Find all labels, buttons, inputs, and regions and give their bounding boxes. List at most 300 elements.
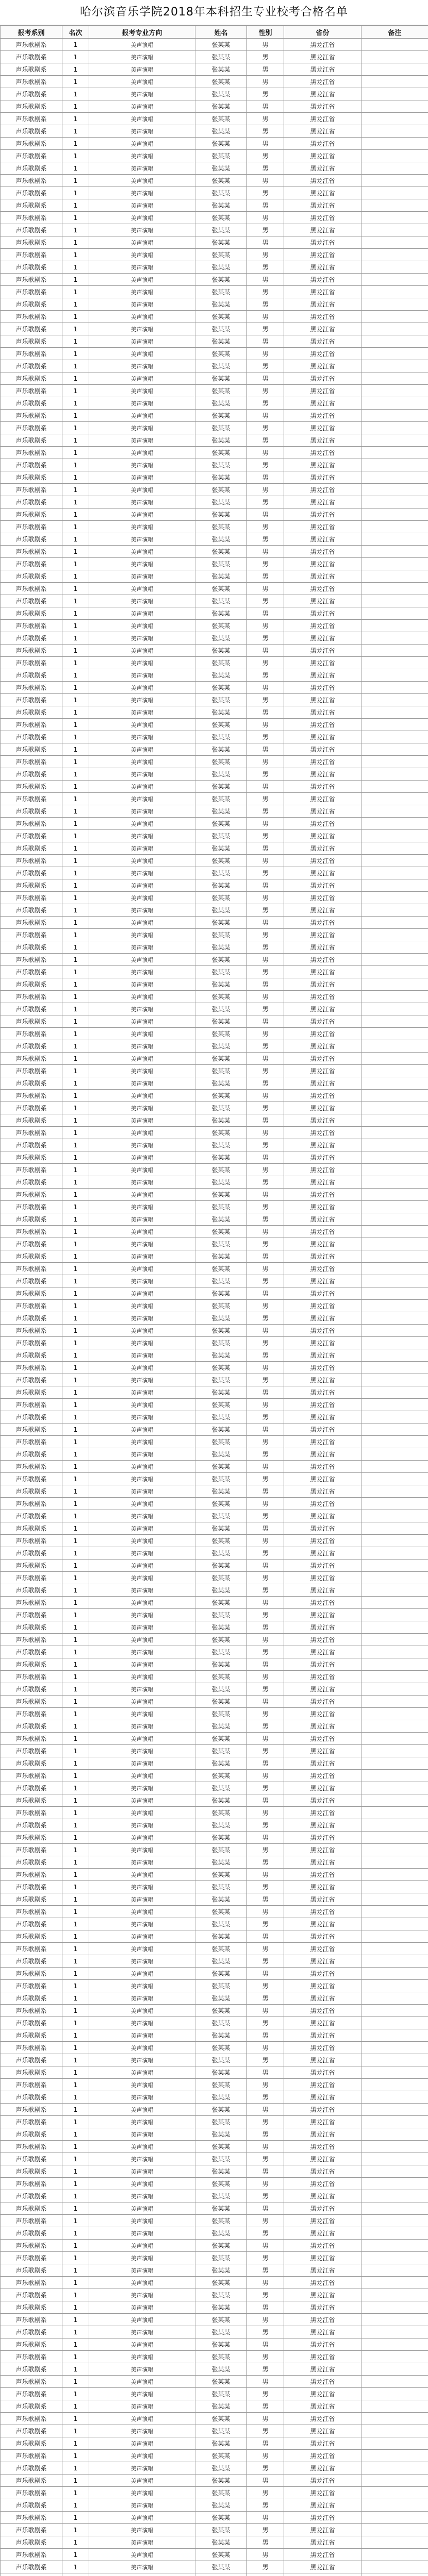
table-cell-remark (361, 842, 428, 855)
table-row (1, 1448, 428, 1461)
table-cell-dept: 声乐歌剧系 (1, 1955, 62, 1968)
table-cell-major: 美声演唱 (89, 2153, 195, 2165)
table-cell-dept: 声乐歌剧系 (1, 1597, 62, 1609)
table-row (1, 1287, 428, 1300)
table-cell-province: 黑龙江省 (284, 781, 361, 793)
table-cell-gender: 男 (247, 966, 284, 978)
table-cell-name: 张某某 (195, 2202, 247, 2215)
table-cell-dept: 声乐歌剧系 (1, 274, 62, 286)
table-row (1, 1893, 428, 1906)
table-cell-dept: 声乐歌剧系 (1, 2202, 62, 2215)
table-row (1, 1708, 428, 1720)
table-cell-remark (361, 855, 428, 867)
table-cell-remark (361, 1213, 428, 1226)
table-cell-remark (361, 2005, 428, 2017)
table-cell-gender: 男 (247, 1411, 284, 1423)
table-cell-major: 美声演唱 (89, 2487, 195, 2499)
table-row (1, 1535, 428, 1547)
table-cell-dept: 声乐歌剧系 (1, 1708, 62, 1720)
table-row (1, 1770, 428, 1782)
table-cell-remark (361, 2326, 428, 2338)
table-cell-dept: 声乐歌剧系 (1, 558, 62, 570)
table-cell-province: 黑龙江省 (284, 1287, 361, 1300)
table-cell-name: 张某某 (195, 1201, 247, 1213)
table-cell-gender: 男 (247, 1164, 284, 1176)
table-cell-gender: 男 (247, 1696, 284, 1708)
table-cell-gender: 男 (247, 2450, 284, 2462)
table-cell-rank: 1 (62, 509, 89, 521)
table-cell-dept: 声乐歌剧系 (1, 1733, 62, 1745)
table-cell-dept: 声乐歌剧系 (1, 1757, 62, 1770)
table-cell-gender: 男 (247, 2388, 284, 2400)
table-cell-remark (361, 2487, 428, 2499)
table-cell-gender: 男 (247, 2536, 284, 2549)
table-row (1, 100, 428, 113)
table-cell-name: 张某某 (195, 1745, 247, 1757)
table-cell-province: 黑龙江省 (284, 1461, 361, 1473)
table-cell-gender: 男 (247, 2252, 284, 2264)
table-cell-dept: 声乐歌剧系 (1, 2475, 62, 2487)
table-cell-major: 美声演唱 (89, 2437, 195, 2450)
table-row (1, 1275, 428, 1287)
table-cell-province: 黑龙江省 (284, 583, 361, 595)
table-cell-remark (361, 1399, 428, 1411)
table-cell-gender: 男 (247, 1856, 284, 1869)
table-cell-major: 美声演唱 (89, 1040, 195, 1053)
table-cell-rank: 1 (62, 1374, 89, 1386)
table-cell-gender: 男 (247, 2351, 284, 2363)
table-cell-major: 美声演唱 (89, 1473, 195, 1485)
table-cell-dept: 声乐歌剧系 (1, 1992, 62, 2005)
table-cell-name: 张某某 (195, 2437, 247, 2450)
table-cell-province: 黑龙江省 (284, 335, 361, 348)
table-cell-remark (361, 1325, 428, 1337)
table-cell-name: 张某某 (195, 2079, 247, 2091)
table-cell-remark (361, 1114, 428, 1127)
table-cell-dept: 声乐歌剧系 (1, 2054, 62, 2066)
table-cell-province: 黑龙江省 (284, 1918, 361, 1930)
table-row (1, 1980, 428, 1992)
table-cell-province: 黑龙江省 (284, 1176, 361, 1189)
table-cell-province: 黑龙江省 (284, 1473, 361, 1485)
table-cell-rank: 1 (62, 2351, 89, 2363)
table-cell-remark (361, 385, 428, 397)
table-cell-gender: 男 (247, 1102, 284, 1114)
table-cell-rank: 1 (62, 2079, 89, 2091)
table-cell-rank: 1 (62, 682, 89, 694)
table-cell-remark (361, 422, 428, 434)
table-row (1, 632, 428, 645)
table-cell-dept: 声乐歌剧系 (1, 929, 62, 941)
table-cell-rank: 1 (62, 274, 89, 286)
table-cell-province: 黑龙江省 (284, 657, 361, 669)
table-cell-province: 黑龙江省 (284, 1881, 361, 1893)
table-cell-remark (361, 2388, 428, 2400)
table-cell-gender: 男 (247, 521, 284, 533)
table-cell-remark (361, 645, 428, 657)
table-cell-major: 美声演唱 (89, 533, 195, 546)
table-cell-rank: 1 (62, 719, 89, 731)
table-cell-province: 黑龙江省 (284, 187, 361, 199)
table-cell-name: 张某某 (195, 1028, 247, 1040)
table-cell-name: 张某某 (195, 954, 247, 966)
table-row (1, 669, 428, 682)
table-cell-province: 黑龙江省 (284, 1077, 361, 1090)
table-cell-province: 黑龙江省 (284, 1053, 361, 1065)
table-cell-rank: 1 (62, 1782, 89, 1794)
table-cell-rank: 1 (62, 471, 89, 484)
table-cell-remark (361, 2512, 428, 2524)
table-cell-rank: 1 (62, 1819, 89, 1832)
table-cell-dept: 声乐歌剧系 (1, 2549, 62, 2561)
table-cell-name: 张某某 (195, 657, 247, 669)
table-cell-rank: 1 (62, 941, 89, 954)
table-cell-rank: 1 (62, 1609, 89, 1621)
table-cell-name: 张某某 (195, 595, 247, 607)
table-cell-rank: 1 (62, 2116, 89, 2128)
table-cell-remark (361, 1609, 428, 1621)
table-cell-dept: 声乐歌剧系 (1, 1671, 62, 1683)
table-cell-major: 美声演唱 (89, 1955, 195, 1968)
table-row (1, 978, 428, 991)
table-cell-major: 美声演唱 (89, 509, 195, 521)
table-cell-province: 黑龙江省 (284, 2326, 361, 2338)
table-row (1, 1127, 428, 1139)
table-cell-dept: 声乐歌剧系 (1, 2017, 62, 2029)
table-cell-major: 美声演唱 (89, 2413, 195, 2425)
table-cell-name: 张某某 (195, 2462, 247, 2475)
table-cell-rank (62, 2573, 89, 2576)
table-cell-province: 黑龙江省 (284, 2277, 361, 2289)
table-cell-gender: 男 (247, 2487, 284, 2499)
table-cell-name: 张某某 (195, 2376, 247, 2388)
table-cell-major: 美声演唱 (89, 966, 195, 978)
table-cell-remark (361, 2165, 428, 2178)
table-cell-remark (361, 459, 428, 471)
table-cell-name: 张某某 (195, 1733, 247, 1745)
table-row (1, 2314, 428, 2326)
table-cell-gender: 男 (247, 1572, 284, 1584)
table-cell-rank: 1 (62, 2029, 89, 2042)
table-cell-rank: 1 (62, 731, 89, 743)
table-cell-name: 张某某 (195, 1287, 247, 1300)
table-cell-major: 美声演唱 (89, 1015, 195, 1028)
table-cell-rank: 1 (62, 2549, 89, 2561)
table-cell-major: 美声演唱 (89, 1485, 195, 1498)
table-cell-remark (361, 100, 428, 113)
table-cell-rank: 1 (62, 546, 89, 558)
table-cell-rank: 1 (62, 484, 89, 496)
table-cell-gender: 男 (247, 1090, 284, 1102)
table-cell-major: 美声演唱 (89, 311, 195, 323)
table-cell-major: 美声演唱 (89, 1856, 195, 1869)
table-cell-major: 美声演唱 (89, 372, 195, 385)
table-cell-major: 美声演唱 (89, 397, 195, 410)
table-cell-name: 张某某 (195, 199, 247, 212)
table-cell-major: 美声演唱 (89, 1164, 195, 1176)
table-cell-gender: 男 (247, 1930, 284, 1943)
table-cell-rank: 1 (62, 657, 89, 669)
table-cell-major: 美声演唱 (89, 162, 195, 175)
table-cell-province: 黑龙江省 (284, 1498, 361, 1510)
table-cell-remark (361, 1955, 428, 1968)
table-row (1, 323, 428, 335)
table-cell-remark (361, 1943, 428, 1955)
table-row (1, 2437, 428, 2450)
table-cell-name: 张某某 (195, 607, 247, 620)
table-cell-major: 美声演唱 (89, 385, 195, 397)
table-cell-dept: 声乐歌剧系 (1, 620, 62, 632)
table-cell-dept: 声乐歌剧系 (1, 1461, 62, 1473)
table-cell-remark (361, 1300, 428, 1312)
table-cell-dept: 声乐歌剧系 (1, 2252, 62, 2264)
table-cell-rank: 1 (62, 88, 89, 100)
table-row (1, 372, 428, 385)
table-cell-province: 黑龙江省 (284, 1436, 361, 1448)
table-cell-name (195, 2573, 247, 2576)
table-cell-major: 美声演唱 (89, 100, 195, 113)
table-cell-remark (361, 2215, 428, 2227)
table-cell-name: 张某某 (195, 2289, 247, 2301)
table-cell-dept: 声乐歌剧系 (1, 372, 62, 385)
table-cell-name: 张某某 (195, 1980, 247, 1992)
table-cell-gender: 男 (247, 2104, 284, 2116)
table-row (1, 929, 428, 941)
table-cell-name: 张某某 (195, 546, 247, 558)
table-cell-name: 张某某 (195, 879, 247, 892)
table-cell-name: 张某某 (195, 1053, 247, 1065)
table-cell-major: 美声演唱 (89, 607, 195, 620)
table-cell-major: 美声演唱 (89, 719, 195, 731)
table-cell-rank: 1 (62, 1968, 89, 1980)
table-cell-name: 张某某 (195, 434, 247, 447)
table-row (1, 2190, 428, 2202)
table-cell-remark (361, 607, 428, 620)
table-row (1, 236, 428, 249)
table-cell-rank: 1 (62, 2042, 89, 2054)
table-cell-major: 美声演唱 (89, 1003, 195, 1015)
table-cell-dept: 声乐歌剧系 (1, 2487, 62, 2499)
table-cell-rank: 1 (62, 2128, 89, 2141)
table-cell-province: 黑龙江省 (284, 2104, 361, 2116)
table-cell-province: 黑龙江省 (284, 793, 361, 805)
table-cell-rank: 1 (62, 768, 89, 781)
table-cell-name: 张某某 (195, 2017, 247, 2029)
table-row (1, 1794, 428, 1807)
table-cell-major: 美声演唱 (89, 2351, 195, 2363)
table-cell-remark (361, 2128, 428, 2141)
table-cell-name: 张某某 (195, 150, 247, 162)
table-cell-gender: 男 (247, 2227, 284, 2240)
table-cell-province: 黑龙江省 (284, 447, 361, 459)
table-cell-gender: 男 (247, 2042, 284, 2054)
table-cell-province: 黑龙江省 (284, 855, 361, 867)
table-cell-name: 张某某 (195, 1720, 247, 1733)
table-cell-major: 美声演唱 (89, 781, 195, 793)
table-cell-gender: 男 (247, 1250, 284, 1263)
table-cell-remark (361, 731, 428, 743)
table-cell-gender: 男 (247, 175, 284, 187)
table-cell-dept: 声乐歌剧系 (1, 1287, 62, 1300)
table-row (1, 2264, 428, 2277)
table-cell-rank: 1 (62, 199, 89, 212)
table-cell-major: 美声演唱 (89, 1349, 195, 1362)
table-cell-rank: 1 (62, 2499, 89, 2512)
table-cell-dept: 声乐歌剧系 (1, 2499, 62, 2512)
table-cell-gender: 男 (247, 2524, 284, 2536)
table-cell-major: 美声演唱 (89, 756, 195, 768)
table-cell-dept: 声乐歌剧系 (1, 471, 62, 484)
table-row (1, 39, 428, 51)
table-cell-remark (361, 570, 428, 583)
table-cell-rank: 1 (62, 1658, 89, 1671)
table-cell-dept: 声乐歌剧系 (1, 954, 62, 966)
table-cell-gender: 男 (247, 1312, 284, 1325)
table-cell-gender: 男 (247, 2462, 284, 2475)
table-cell-major: 美声演唱 (89, 1423, 195, 1436)
table-cell-dept: 声乐歌剧系 (1, 1127, 62, 1139)
table-cell-dept: 声乐歌剧系 (1, 2400, 62, 2413)
table-cell-major: 美声演唱 (89, 2561, 195, 2573)
table-row (1, 2215, 428, 2227)
table-cell-name: 张某某 (195, 2215, 247, 2227)
table-row (1, 2029, 428, 2042)
table-cell-name: 张某某 (195, 1943, 247, 1955)
table-cell-major: 美声演唱 (89, 150, 195, 162)
table-cell-major: 美声演唱 (89, 2314, 195, 2326)
table-cell-gender: 男 (247, 1065, 284, 1077)
table-cell-rank: 1 (62, 2363, 89, 2376)
table-row (1, 1028, 428, 1040)
table-cell-remark (361, 1164, 428, 1176)
table-row (1, 657, 428, 669)
table-row (1, 2573, 428, 2576)
table-cell-rank: 1 (62, 1597, 89, 1609)
table-cell-rank: 1 (62, 150, 89, 162)
table-cell-rank: 1 (62, 2561, 89, 2573)
table-cell-remark (361, 1127, 428, 1139)
table-cell-remark (361, 187, 428, 199)
table-row (1, 509, 428, 521)
table-cell-remark (361, 2561, 428, 2573)
table-cell-rank: 1 (62, 521, 89, 533)
table-cell-province: 黑龙江省 (284, 1955, 361, 1968)
table-row (1, 2178, 428, 2190)
table-cell-name: 张某某 (195, 2499, 247, 2512)
table-cell-name: 张某某 (195, 1881, 247, 1893)
table-cell-major: 美声演唱 (89, 2363, 195, 2376)
table-cell-rank: 1 (62, 2091, 89, 2104)
table-cell-province: 黑龙江省 (284, 2240, 361, 2252)
table-row (1, 2536, 428, 2549)
table-row (1, 212, 428, 224)
table-cell-major: 美声演唱 (89, 805, 195, 818)
table-row (1, 150, 428, 162)
table-cell-major: 美声演唱 (89, 1683, 195, 1696)
table-cell-remark (361, 39, 428, 51)
table-cell-province: 黑龙江省 (284, 2029, 361, 2042)
table-row (1, 1485, 428, 1498)
column-header: 名次 (62, 26, 89, 39)
table-cell-province: 黑龙江省 (284, 274, 361, 286)
table-cell-remark (361, 818, 428, 830)
table-cell-province: 黑龙江省 (284, 286, 361, 298)
table-cell-dept: 声乐歌剧系 (1, 1683, 62, 1696)
table-cell-dept: 声乐歌剧系 (1, 781, 62, 793)
table-cell-major: 美声演唱 (89, 1869, 195, 1881)
table-cell-province: 黑龙江省 (284, 1362, 361, 1374)
table-cell-province: 黑龙江省 (284, 484, 361, 496)
table-cell-province: 黑龙江省 (284, 2227, 361, 2240)
table-cell-name: 张某某 (195, 669, 247, 682)
table-cell-remark (361, 348, 428, 360)
table-cell-province: 黑龙江省 (284, 2413, 361, 2425)
table-cell-province: 黑龙江省 (284, 991, 361, 1003)
table-cell-major: 美声演唱 (89, 2289, 195, 2301)
table-cell-province: 黑龙江省 (284, 892, 361, 904)
table-row (1, 756, 428, 768)
table-cell-major: 美声演唱 (89, 2116, 195, 2128)
table-cell-rank: 1 (62, 1312, 89, 1325)
table-row (1, 422, 428, 434)
table-cell-province: 黑龙江省 (284, 311, 361, 323)
table-cell-remark (361, 1621, 428, 1634)
table-cell-major: 美声演唱 (89, 175, 195, 187)
table-cell-dept: 声乐歌剧系 (1, 2141, 62, 2153)
table-cell-province: 黑龙江省 (284, 2388, 361, 2400)
table-cell-dept: 声乐歌剧系 (1, 2116, 62, 2128)
table-cell-rank: 1 (62, 756, 89, 768)
table-cell-name: 张某某 (195, 2351, 247, 2363)
table-cell-dept: 声乐歌剧系 (1, 1325, 62, 1337)
table-cell-rank: 1 (62, 1176, 89, 1189)
table-cell-gender: 男 (247, 2437, 284, 2450)
table-cell-major: 美声演唱 (89, 2029, 195, 2042)
table-cell-gender: 男 (247, 2338, 284, 2351)
table-cell-major: 美声演唱 (89, 669, 195, 682)
table-cell-dept: 声乐歌剧系 (1, 249, 62, 261)
table-cell-gender: 男 (247, 2190, 284, 2202)
table-cell-remark (361, 360, 428, 372)
table-cell-major: 美声演唱 (89, 1189, 195, 1201)
table-cell-name: 张某某 (195, 2512, 247, 2524)
table-row (1, 1807, 428, 1819)
table-cell-gender: 男 (247, 917, 284, 929)
table-cell-name: 张某某 (195, 719, 247, 731)
table-cell-major: 美声演唱 (89, 521, 195, 533)
table-cell-remark (361, 236, 428, 249)
table-cell-dept: 声乐歌剧系 (1, 1547, 62, 1560)
table-cell-major: 美声演唱 (89, 1337, 195, 1349)
table-cell-name: 张某某 (195, 509, 247, 521)
table-cell-dept: 声乐歌剧系 (1, 2462, 62, 2475)
table-cell-rank: 1 (62, 1028, 89, 1040)
table-cell-rank: 1 (62, 2215, 89, 2227)
table-cell-name: 张某某 (195, 1349, 247, 1362)
table-cell-remark (361, 1090, 428, 1102)
table-cell-province: 黑龙江省 (284, 2462, 361, 2475)
table-cell-rank: 1 (62, 2178, 89, 2190)
table-row (1, 941, 428, 954)
table-cell-name: 张某某 (195, 2227, 247, 2240)
table-cell-gender: 男 (247, 583, 284, 595)
table-row (1, 1696, 428, 1708)
table-header-row (1, 26, 428, 39)
table-cell-province: 黑龙江省 (284, 2128, 361, 2141)
table-cell-dept: 声乐歌剧系 (1, 842, 62, 855)
table-cell-name: 张某某 (195, 125, 247, 138)
table-cell-name: 张某某 (195, 1485, 247, 1498)
